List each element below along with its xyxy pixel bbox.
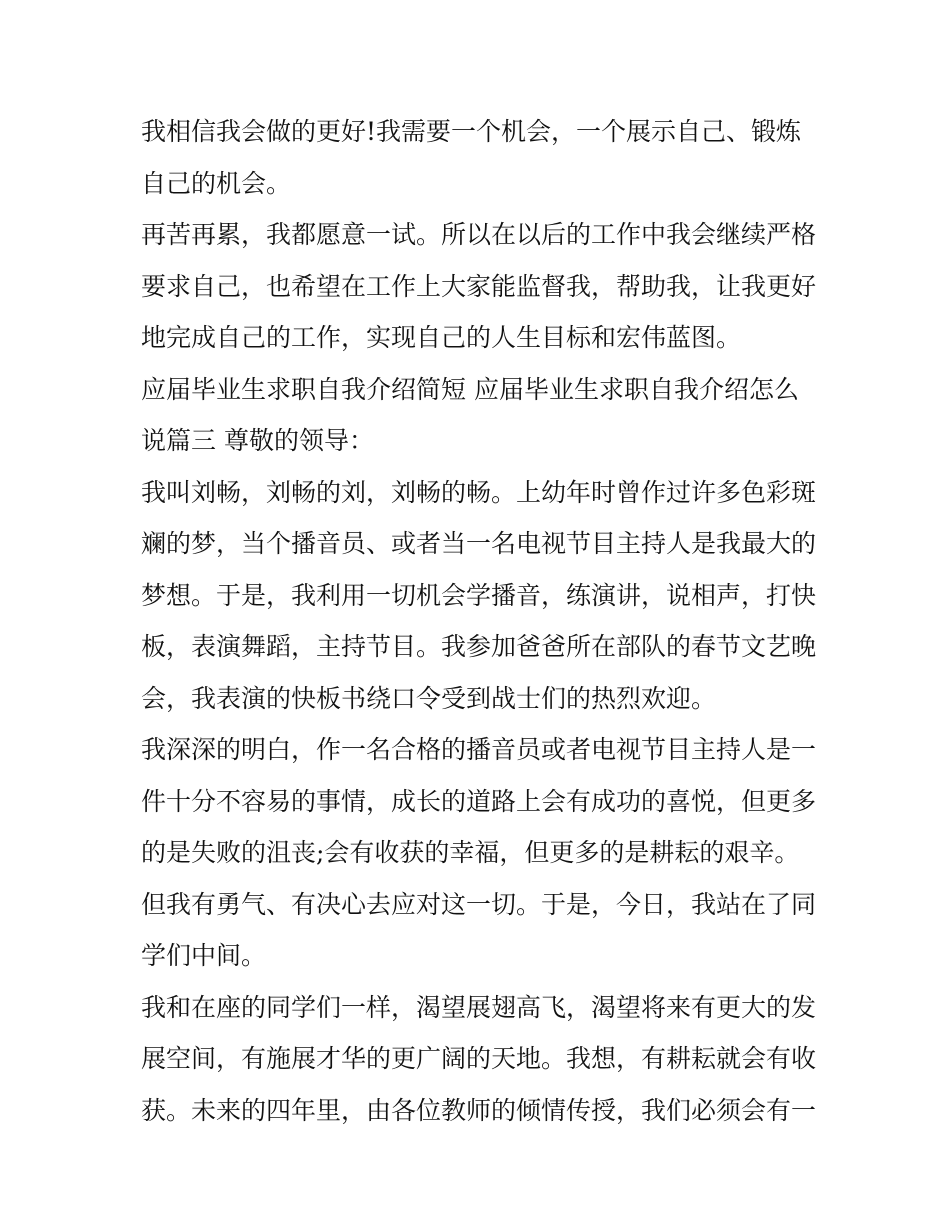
text-line-11: 板，表演舞蹈，主持节目。我参加爸爸所在部队的春节文艺晚: [141, 632, 817, 661]
document-body: [141, 106, 821, 1136]
text-line-14: 件十分不容易的事情，成长的道路上会有成功的喜悦，但更多: [141, 786, 817, 816]
text-line-13: 我深深的明白，作一名合格的播音员或者电视节目主持人是一: [141, 735, 817, 764]
text-line-9: 斓的梦，当个播音员、或者当一名电视节目主持人是我最大的: [141, 529, 817, 558]
text-line-16: 但我有勇气、有决心去应对这一切。于是，今日，我站在了同: [141, 889, 817, 919]
text-line-19: 展空间，有施展才华的更广阔的天地。我想，有耕耘就会有收: [141, 1044, 817, 1073]
text-line-12: 会，我表演的快板书绕口令受到战士们的热烈欢迎。: [141, 683, 717, 713]
text-line-18: 我和在座的同学们一样，渴望展翅高飞，渴望将来有更大的发: [141, 992, 817, 1022]
text-line-7: 说篇三 尊敬的领导：: [141, 426, 374, 455]
text-line-1: 我相信我会做的更好!我需要一个机会，一个展示自己、锻炼: [141, 117, 802, 146]
text-line-2: 自己的机会。: [141, 168, 292, 198]
text-line-8: 我叫刘畅，刘畅的刘，刘畅的畅。上幼年时曾作过许多色彩斑: [141, 477, 817, 507]
text-line-3: 再苦再累，我都愿意一试。所以在以后的工作中我会继续严格: [141, 220, 817, 249]
text-line-15: 的是失败的沮丧;会有收获的幸福，但更多的是耕耘的艰辛。: [141, 838, 800, 867]
text-line-6: 应届毕业生求职自我介绍简短 应届毕业生求职自我介绍怎么: [141, 374, 799, 404]
text-line-10: 梦想。于是，我利用一切机会学播音，练演讲，说相声，打快: [141, 580, 817, 610]
text-line-5: 地完成自己的工作，实现自己的人生目标和宏伟蓝图。: [141, 323, 742, 352]
text-line-20: 获。未来的四年里，由各位教师的倾情传授，我们必须会有一: [141, 1095, 817, 1125]
text-line-4: 要求自己，也希望在工作上大家能监督我，帮助我，让我更好: [141, 271, 817, 301]
text-line-17: 学们中间。: [141, 941, 267, 970]
